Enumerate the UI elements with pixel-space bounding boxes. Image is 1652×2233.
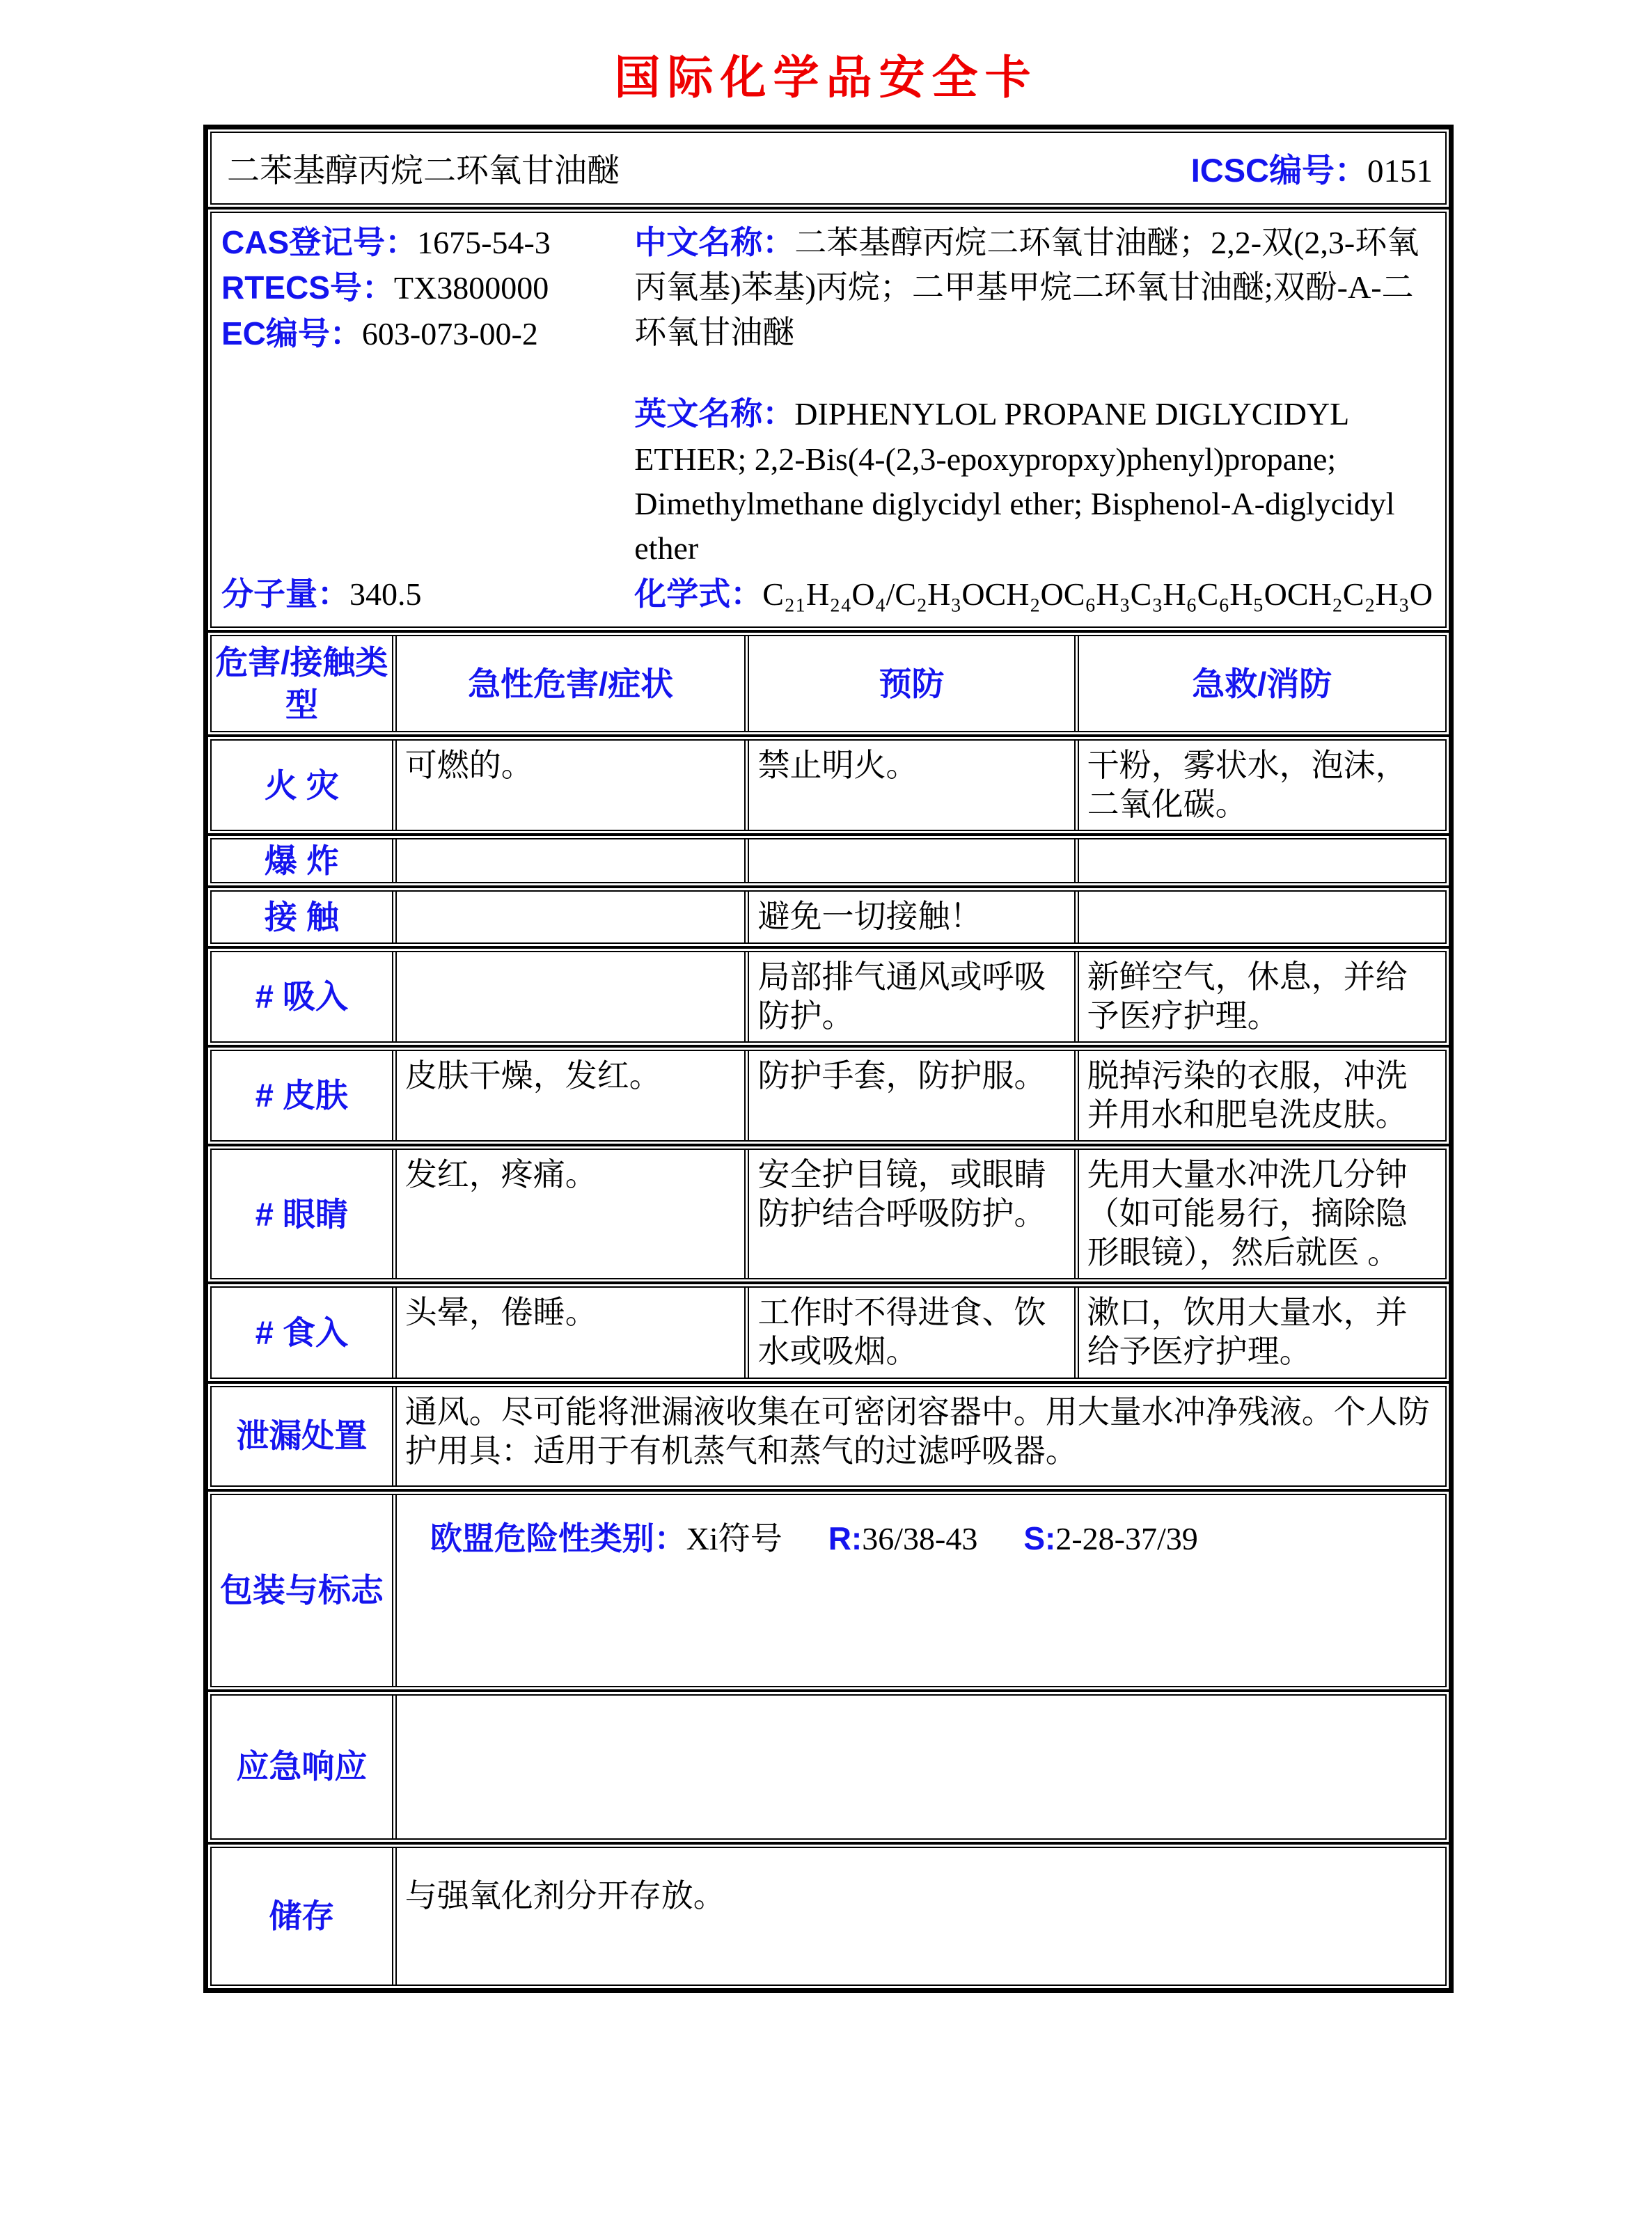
row-eyes-prevention: 安全护目镜，或眼睛防护结合呼吸防护。 — [744, 1150, 1073, 1278]
row-inhalation-first-aid: 新鲜空气，休息，并给予医疗护理。 — [1074, 952, 1445, 1041]
hazard-table-header-row — [207, 631, 1450, 736]
row-skin-symptoms: 皮肤干燥，发红。 — [392, 1051, 745, 1140]
row-fire-symptoms: 可燃的。 — [392, 741, 745, 830]
icsc-number-value: 0151 — [1367, 153, 1433, 189]
row-storage-content: 与强氧化剂分开存放。 — [392, 1848, 1445, 1985]
row-ingestion — [207, 1283, 1450, 1382]
row-inhalation-symptoms — [392, 952, 745, 1041]
eu-hazard-class-label: 欧盟危险性类别： — [430, 1520, 686, 1556]
row-storage — [207, 1843, 1450, 1989]
identity-section — [207, 208, 1450, 631]
row-ingestion-label: # 食入 — [255, 1313, 348, 1351]
chinese-names-label: 中文名称： — [634, 224, 795, 260]
header-acute-hazards: 急性危害/症状 — [392, 636, 745, 731]
row-inhalation-label: # 吸入 — [255, 978, 348, 1016]
molecular-weight-label: 分子量： — [221, 575, 349, 612]
rtecs-value: TX3800000 — [393, 270, 549, 306]
row-fire-label: 火 灾 — [264, 766, 339, 804]
eu-hazard-class-line — [397, 1495, 1445, 1565]
card-header-row — [207, 128, 1450, 208]
row-exposure-first-aid — [1074, 892, 1445, 942]
row-exposure-prevention: 避免一切接触！ — [744, 892, 1073, 942]
row-eyes-label: # 眼睛 — [255, 1195, 348, 1233]
row-emergency-response-label: 应急响应 — [236, 1748, 368, 1785]
ec-label: EC编号： — [221, 315, 362, 352]
rtecs-label: RTECS号： — [221, 269, 394, 306]
chemical-name: 二苯基醇丙烷二环氧甘油醚 — [227, 153, 620, 189]
chemical-formula-label: 化学式： — [634, 575, 763, 612]
header-first-aid: 急救/消防 — [1074, 636, 1445, 731]
identity-left-column — [212, 213, 634, 626]
r-phrase-label: R: — [828, 1520, 863, 1556]
icsc-number-label: ICSC编号： — [1190, 152, 1367, 189]
row-explosion-symptoms — [392, 839, 745, 882]
row-ingestion-prevention: 工作时不得进食、饮水或吸烟。 — [744, 1288, 1073, 1377]
english-names-label: 英文名称： — [634, 395, 795, 432]
row-spill-disposal-label: 泄漏处置 — [236, 1417, 368, 1455]
r-phrase-value: 36/38-43 — [862, 1520, 978, 1556]
s-phrase-value: 2-28-37/39 — [1055, 1520, 1198, 1556]
registry-numbers — [221, 220, 634, 356]
row-inhalation — [207, 947, 1450, 1046]
eu-symbol-value: Xi符号 — [686, 1520, 782, 1556]
row-spill-disposal — [207, 1382, 1450, 1490]
row-explosion-label: 爆 炸 — [264, 842, 339, 880]
row-ingestion-symptoms: 头晕，倦睡。 — [392, 1288, 745, 1377]
chemical-formula-row — [634, 571, 1433, 617]
cas-label: CAS登记号： — [221, 224, 418, 260]
chinese-names — [634, 220, 1433, 355]
cas-value: 1675-54-3 — [417, 225, 551, 260]
row-exposure — [207, 887, 1450, 947]
row-fire — [207, 736, 1450, 835]
r-phrase-group — [828, 1521, 978, 1556]
row-storage-label: 储存 — [269, 1897, 335, 1934]
row-ingestion-first-aid: 漱口，饮用大量水，并给予医疗护理。 — [1074, 1288, 1445, 1377]
row-packaging-label: 包装与标志 — [219, 1571, 384, 1609]
row-emergency-response-content — [392, 1696, 1445, 1838]
s-phrase-label: S: — [1023, 1520, 1056, 1556]
icsc-number-group — [1191, 145, 1433, 191]
row-explosion — [207, 835, 1450, 887]
english-names-value: DIPHENYLOL PROPANE DIGLYCIDYL ETHER; 2,2-Bis(4-(2,3-epoxypropxy)phenyl)propane; Dimethylmethane diglycidyl ether; Bisphenol-A-diglycidyl ether — [634, 396, 1395, 567]
row-skin — [207, 1046, 1450, 1145]
row-skin-label: # 皮肤 — [255, 1077, 348, 1114]
row-exposure-label: 接 触 — [264, 898, 339, 936]
header-hazard-type: 危害/接触类型 — [215, 644, 388, 724]
chemical-names — [634, 220, 1433, 571]
row-spill-disposal-content: 通风。尽可能将泄漏液收集在可密闭容器中。用大量水冲净残液。个人防护用具：适用于有机蒸气和蒸气的过滤呼吸器。 — [392, 1387, 1445, 1485]
identity-right-column — [634, 213, 1445, 626]
ec-number-row — [221, 311, 634, 356]
chemical-formula-value: C₂₁H₂₄O₄/C₂H₃OCH₂OC₆H₃C₃H₆C₆H₅OCH₂C₂H₃O — [762, 576, 1433, 612]
document-title: 国际化学品安全卡 — [614, 52, 1038, 103]
row-explosion-prevention — [744, 839, 1073, 882]
row-explosion-first-aid — [1074, 839, 1445, 882]
header-prevention: 预防 — [744, 636, 1073, 731]
s-phrase-group — [1023, 1521, 1197, 1556]
row-skin-first-aid: 脱掉污染的衣服，冲洗并用水和肥皂洗皮肤。 — [1074, 1051, 1445, 1140]
row-packaging-content — [392, 1495, 1445, 1686]
row-skin-prevention: 防护手套，防护服。 — [744, 1051, 1073, 1140]
english-names — [634, 391, 1433, 571]
row-inhalation-prevention: 局部排气通风或呼吸防护。 — [744, 952, 1073, 1041]
row-eyes-symptoms: 发红，疼痛。 — [392, 1150, 745, 1278]
row-packaging-labelling — [207, 1490, 1450, 1691]
molecular-weight-row — [221, 571, 634, 617]
rtecs-number-row — [221, 265, 634, 310]
molecular-weight-value: 340.5 — [349, 576, 422, 612]
ec-value: 603-073-00-2 — [361, 315, 538, 352]
row-eyes — [207, 1145, 1450, 1283]
row-emergency-response — [207, 1691, 1450, 1843]
cas-number-row — [221, 220, 634, 265]
row-fire-prevention: 禁止明火。 — [744, 741, 1073, 830]
row-exposure-symptoms — [392, 892, 745, 942]
row-eyes-first-aid: 先用大量水冲洗几分钟（如可能易行，摘除隐形眼镜），然后就医 。 — [1074, 1150, 1445, 1278]
row-fire-first-aid: 干粉，雾状水，泡沫，二氧化碳。 — [1074, 741, 1445, 830]
chinese-names-value: 二苯基醇丙烷二环氧甘油醚；2,2-双(2,3-环氧丙氧基)苯基)丙烷；二甲基甲烷二环氧甘油醚;双酚-A-二环氧甘油醚 — [634, 225, 1419, 350]
icsc-card — [203, 125, 1454, 1993]
